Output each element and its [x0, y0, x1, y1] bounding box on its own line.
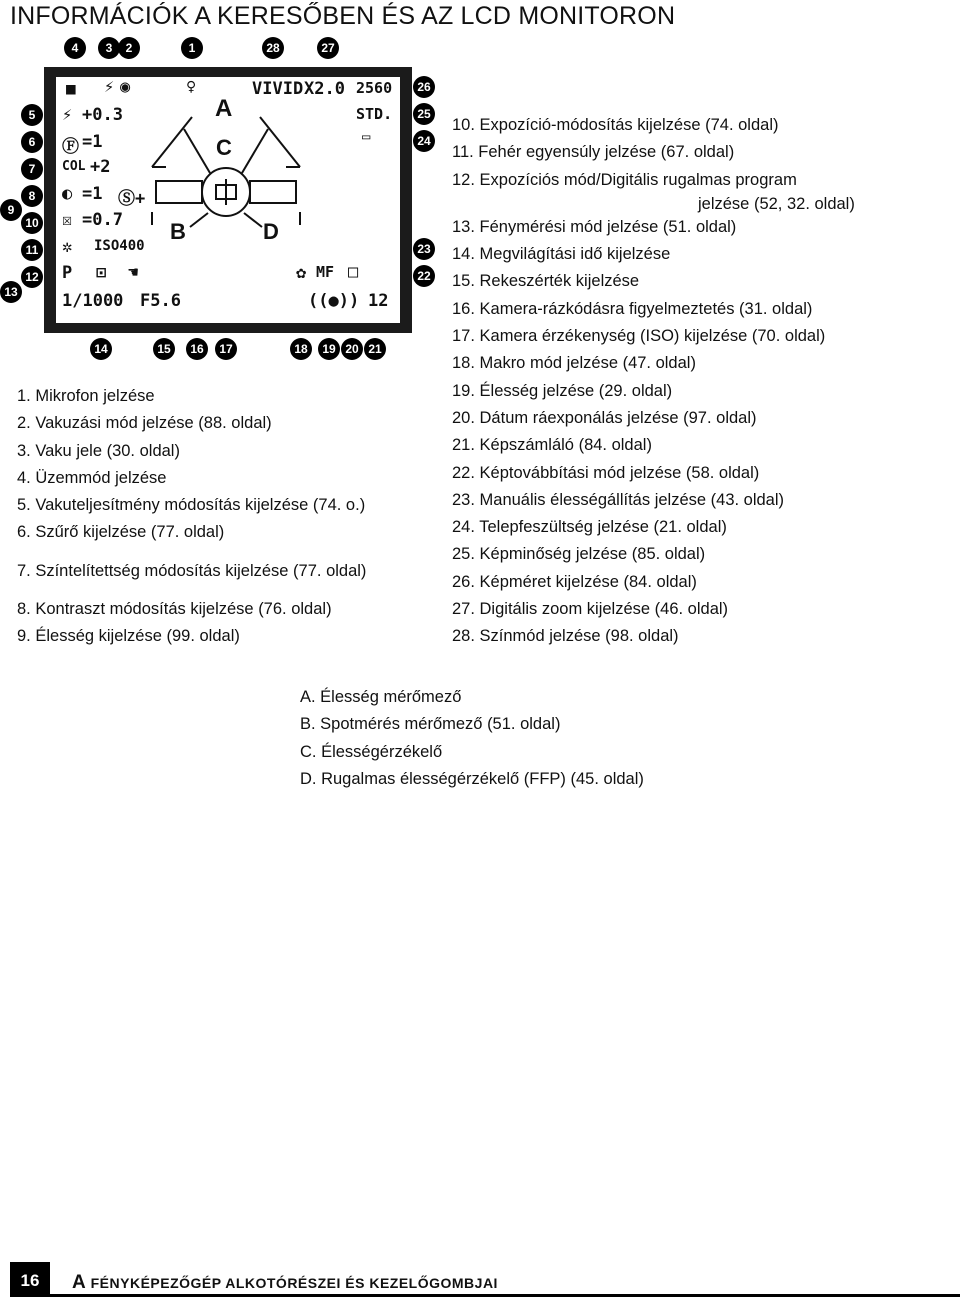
list-item: 27. Digitális zoom kijelzése (46. oldal)	[452, 600, 729, 619]
camera-icon: ■	[66, 79, 76, 98]
page-title: INFORMÁCIÓK A KERESŐBEN ÉS AZ LCD MONITORON	[10, 2, 676, 30]
callout-28: 28	[262, 37, 284, 59]
list-item: 22. Képtovábbítási mód jelzése (58. oldal)	[452, 463, 760, 482]
callout-23: 23	[413, 238, 435, 260]
list-item: 23. Manuális élességállítás jelzése (43. oldal)	[452, 490, 785, 509]
callout-10: 10	[21, 212, 43, 234]
list-item: 26. Képméret kijelzése (84. oldal)	[452, 572, 697, 591]
list-item: jelzése (52, 32. oldal)	[698, 194, 855, 213]
contrast-value: =1	[82, 184, 103, 204]
callout-8: 8	[21, 185, 43, 207]
frame-counter-value: 12	[368, 291, 389, 311]
contrast-icon: ◐	[62, 184, 73, 204]
list-item: 17. Kamera érzékenység (ISO) kijelzése (70. oldal)	[452, 327, 826, 346]
indicator-list-left	[17, 383, 366, 651]
list-item: 3. Vaku jele (30. oldal)	[17, 441, 180, 460]
footer-rule	[10, 1294, 960, 1297]
exposure-comp-icon: ☒	[62, 210, 73, 230]
af-zone-b-label: B	[170, 219, 186, 244]
callout-1: 1	[181, 37, 203, 59]
list-item: 1. Mikrofon jelzése	[17, 387, 155, 405]
indicator-list-right	[452, 112, 855, 651]
aperture-value: F5.6	[140, 291, 181, 311]
iso-indicator: ISO400	[94, 238, 145, 254]
callout-25: 25	[413, 103, 435, 125]
callout-26: 26	[413, 76, 435, 98]
legend-item: D. Rugalmas élességérzékelő (FFP) (45. oldal)	[300, 769, 644, 788]
callout-4: 4	[64, 37, 86, 59]
list-item: 20. Dátum ráexponálás jelzése (97. oldal)	[452, 408, 757, 427]
af-zone-c-label: C	[216, 135, 232, 160]
callout-15: 15	[153, 338, 175, 360]
list-item: 8. Kontraszt módosítás kijelzése (76. oldal)	[17, 600, 332, 619]
callout-7: 7	[21, 158, 43, 180]
list-item: 10. Expozíció-módosítás kijelzése (74. oldal)	[452, 116, 779, 134]
filter-icon: Ⓕ	[62, 137, 79, 157]
page-footer	[0, 1262, 960, 1303]
list-item: 14. Megvilágítási idő kijelzése	[452, 245, 671, 264]
callout-9: 9	[0, 199, 22, 221]
list-item: 19. Élesség jelzése (29. oldal)	[452, 381, 673, 400]
lcd-screen	[56, 77, 400, 323]
page-number: 16	[10, 1262, 50, 1297]
list-item: 18. Makro mód jelzése (47. oldal)	[452, 354, 696, 373]
footer-title-initial: A	[72, 1272, 87, 1293]
list-item: 6. Szűrő kijelzése (77. oldal)	[17, 523, 225, 542]
filter-value: =1	[82, 132, 103, 152]
callout-3: 3	[98, 37, 120, 59]
list-item: 5. Vakuteljesítmény módosítás kijelzése (74. o.)	[17, 496, 366, 515]
list-item: 7. Színtelítettség módosítás kijelzése (77. oldal)	[17, 561, 367, 580]
focus-area-legend	[300, 684, 644, 793]
white-balance-icon: ✲	[62, 237, 73, 257]
list-item: 21. Képszámláló (84. oldal)	[452, 436, 652, 455]
sharpness-icon: Ⓢ+	[118, 189, 146, 209]
red-eye-icon: ◉	[120, 77, 131, 97]
list-item: 24. Telepfeszültség jelzése (21. oldal)	[452, 518, 727, 537]
list-item: 28. Színmód jelzése (98. oldal)	[452, 627, 679, 646]
list-item: 15. Rekeszérték kijelzése	[452, 272, 640, 291]
callout-6: 6	[21, 131, 43, 153]
drive-mode-icon: □	[348, 262, 359, 282]
list-item: 4. Üzemmód jelzése	[17, 468, 167, 487]
lcd-monitor-diagram	[44, 67, 412, 333]
battery-icon: ▭	[362, 129, 371, 145]
list-item: 11. Fehér egyensúly jelzése (67. oldal)	[452, 143, 735, 162]
image-quality-indicator: STD.	[356, 105, 393, 123]
af-zone-d-label: D	[263, 219, 279, 244]
metering-icon: ⊡	[96, 263, 107, 283]
callout-11: 11	[21, 239, 43, 261]
callout-22: 22	[413, 265, 435, 287]
camera-shake-icon: ☚	[128, 263, 139, 283]
color-saturation-icon: COL	[62, 159, 86, 174]
digital-zoom-indicator: X2.0	[304, 79, 345, 99]
af-zone-a-label: A	[215, 95, 233, 122]
footer-title	[72, 1272, 498, 1294]
footer-title-rest: FÉNYKÉPEZŐGÉP ALKOTÓRÉSZEI ÉS KEZELŐGOMBJAI	[86, 1275, 498, 1291]
list-item: 2. Vakuzási mód jelzése (88. oldal)	[17, 414, 272, 433]
callout-2: 2	[118, 37, 140, 59]
callout-20: 20	[341, 338, 363, 360]
list-item: 12. Expozíciós mód/Digitális rugalmas program	[452, 170, 797, 189]
callout-16: 16	[186, 338, 208, 360]
legend-item: B. Spotmérés mérőmező (51. oldal)	[300, 715, 561, 734]
callout-24: 24	[413, 130, 435, 152]
list-item: 13. Fénymérési mód jelzése (51. oldal)	[452, 217, 737, 236]
callout-14: 14	[90, 338, 112, 360]
list-item: 9. Élesség kijelzése (99. oldal)	[17, 627, 240, 646]
microphone-icon: ♀	[186, 77, 197, 97]
legend-item: C. Élességérzékelő	[300, 742, 443, 761]
callout-18: 18	[290, 338, 312, 360]
color-saturation-value: +2	[90, 157, 111, 177]
exposure-comp-value: =0.7	[82, 210, 123, 230]
legend-item: A. Élesség mérőmező	[300, 688, 462, 706]
callout-27: 27	[317, 37, 339, 59]
list-item: 16. Kamera-rázkódásra figyelmeztetés (31. oldal)	[452, 299, 813, 318]
flash-comp-icon: ⚡	[62, 105, 73, 125]
image-size-indicator: 2560	[356, 79, 393, 97]
shutter-speed-value: 1/1000	[62, 291, 124, 311]
exposure-mode-indicator: P	[62, 263, 73, 283]
list-item: 25. Képminőség jelzése (85. oldal)	[452, 545, 706, 564]
callout-17: 17	[215, 338, 237, 360]
color-mode-indicator: VIVID	[252, 79, 304, 99]
callout-19: 19	[318, 338, 340, 360]
macro-icon: ✿	[296, 263, 307, 283]
callout-5: 5	[21, 104, 43, 126]
flash-comp-value: +0.3	[82, 105, 123, 125]
callout-21: 21	[364, 338, 386, 360]
flash-icon: ⚡	[104, 77, 115, 97]
focus-signal-icon: ((●))	[308, 291, 360, 311]
callout-12: 12	[21, 266, 43, 288]
manual-focus-indicator: MF	[316, 263, 335, 281]
callout-13: 13	[0, 281, 22, 303]
